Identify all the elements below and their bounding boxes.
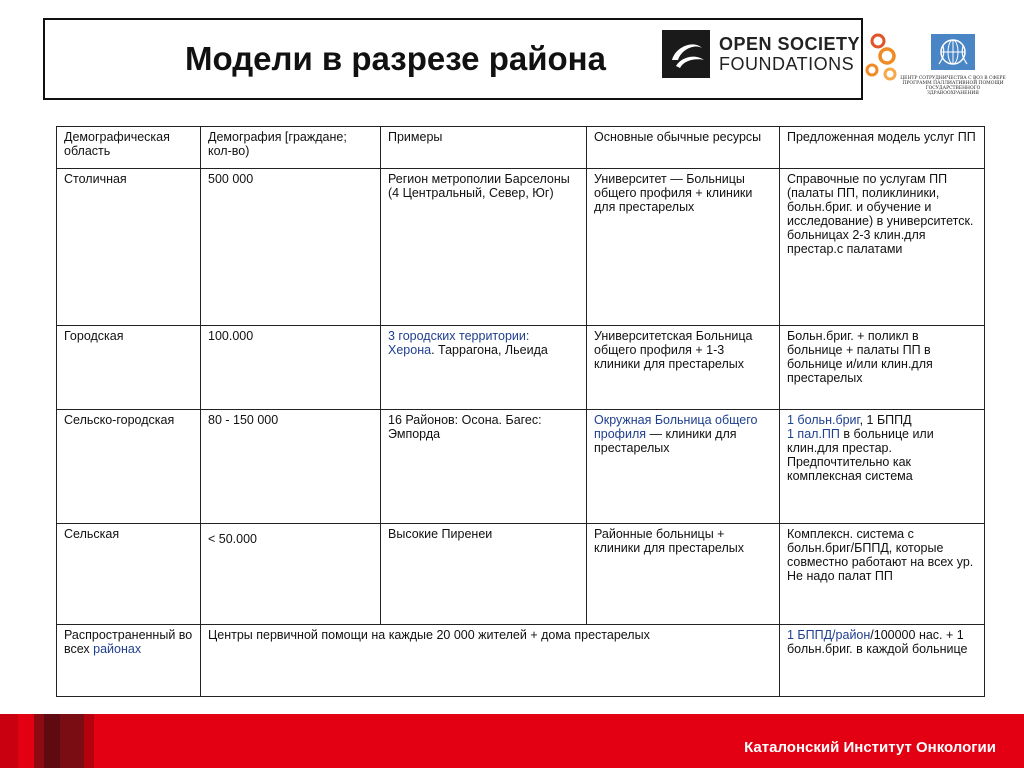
resources-cell [587, 410, 780, 524]
footer-stripe [60, 714, 84, 768]
header-cell: Демографическая область [57, 127, 201, 169]
who-caption: ЦЕНТР СОТРУДНИЧЕСТВА С ВОЗ В СФЕРЕ ПРОГРАММ ПАЛЛИАТИВНОЙ ПОМОЩИ ГОСУДАРСТВЕННОГО ЗДРАВООХРАНЕНИЯ [900, 76, 1006, 96]
area-cell [57, 625, 201, 697]
footer-stripe [34, 714, 44, 768]
who-logo [900, 34, 1006, 98]
osf-wordmark [719, 34, 860, 74]
resources-rest: — клиники для престарелых [594, 427, 737, 455]
model-rest: в больнице или клин.для престар. Предпочтительно как комплексная система [787, 427, 934, 483]
table-row [57, 169, 985, 326]
resources-cell: Университетская Больница общего профиля + 1-3 клиники для престарелых [587, 326, 780, 410]
area-cell: Сельско-городская [57, 410, 201, 524]
area-highlight: районах [93, 642, 142, 656]
examples-cell [381, 326, 587, 410]
table-header-row [57, 127, 985, 169]
osf-line2: FOUNDATIONS [719, 54, 855, 74]
footer-stripe [0, 714, 18, 768]
population-cell: 80 - 150 000 [201, 410, 381, 524]
examples-cell: Регион метрополии Барселоны (4 Центральный, Север, Юг) [381, 169, 587, 326]
footer-stripe [84, 714, 94, 768]
model-rest: /100000 нас. + 1 больн.бриг. в каждой больнице [787, 628, 968, 656]
model-cell: Справочные по услугам ПП (палаты ПП, поликлиники, больн.бриг. и обучение и исследование) в университетск. больницах 2-3 клин.для престар.с палатами [780, 169, 985, 326]
model-cell [780, 410, 985, 524]
table-row [57, 326, 985, 410]
examples-cell: Высокие Пиренеи [381, 524, 587, 625]
footer-stripe [44, 714, 60, 768]
resources-highlight: Окружная Больница общего профиля [594, 413, 758, 441]
population-value: < 50.000 [208, 532, 258, 546]
header-cell: Примеры [381, 127, 587, 169]
model-cell [780, 625, 985, 697]
area-cell: Сельская [57, 524, 201, 625]
population-cell: 500 000 [201, 169, 381, 326]
osf-line1: OPEN SOCIETY [719, 34, 861, 54]
model-highlight: 1 пал.ПП [787, 427, 840, 441]
orange-rings-icon [862, 32, 904, 84]
models-table [56, 126, 985, 697]
footer-bar [0, 714, 1024, 768]
header-cell: Основные обычные ресурсы [587, 127, 780, 169]
page-title: Модели в разрезе района [185, 40, 606, 77]
footer-org-name: Каталонский Институт Онкологии [744, 739, 996, 756]
header-cell: Предложенная модель услуг ПП [780, 127, 985, 169]
examples-rest: . Таррагона, Льеида [431, 343, 548, 357]
table-row [57, 410, 985, 524]
population-cell: 100.000 [201, 326, 381, 410]
table-row [57, 625, 985, 697]
who-emblem-icon [931, 34, 975, 70]
area-cell: Столичная [57, 169, 201, 326]
model-rest: , 1 БППД [859, 413, 912, 427]
model-highlight: 1 больн.бриг [787, 413, 860, 427]
table-row [57, 524, 985, 625]
area-plain: Распространенный во всех [64, 628, 193, 656]
examples-cell: 16 Районов: Осона. Багес: Эмпорда [381, 410, 587, 524]
examples-highlight: 3 городских территории: Херона [388, 329, 530, 357]
model-cell: Комплексн. система с больн.бриг/БППД, которые совместно работают на всех ур. Не надо палат ПП [780, 524, 985, 625]
osf-mark-icon [662, 30, 710, 78]
resources-cell: Районные больницы + клиники для престарелых [587, 524, 780, 625]
model-highlight: 1 БППД/район [787, 628, 871, 642]
header-cell: Демография [граждане; кол-во) [201, 127, 381, 169]
area-cell: Городская [57, 326, 201, 410]
merged-cell: Центры первичной помощи на каждые 20 000 жителей + дома престарелых [201, 625, 780, 697]
population-cell [201, 524, 381, 625]
osf-logo [662, 30, 861, 78]
resources-cell: Университет — Больницы общего профиля + клиники для престарелых [587, 169, 780, 326]
model-cell: Больн.бриг. + поликл в больнице + палаты ПП в больнице и/или клин.для престарелых [780, 326, 985, 410]
